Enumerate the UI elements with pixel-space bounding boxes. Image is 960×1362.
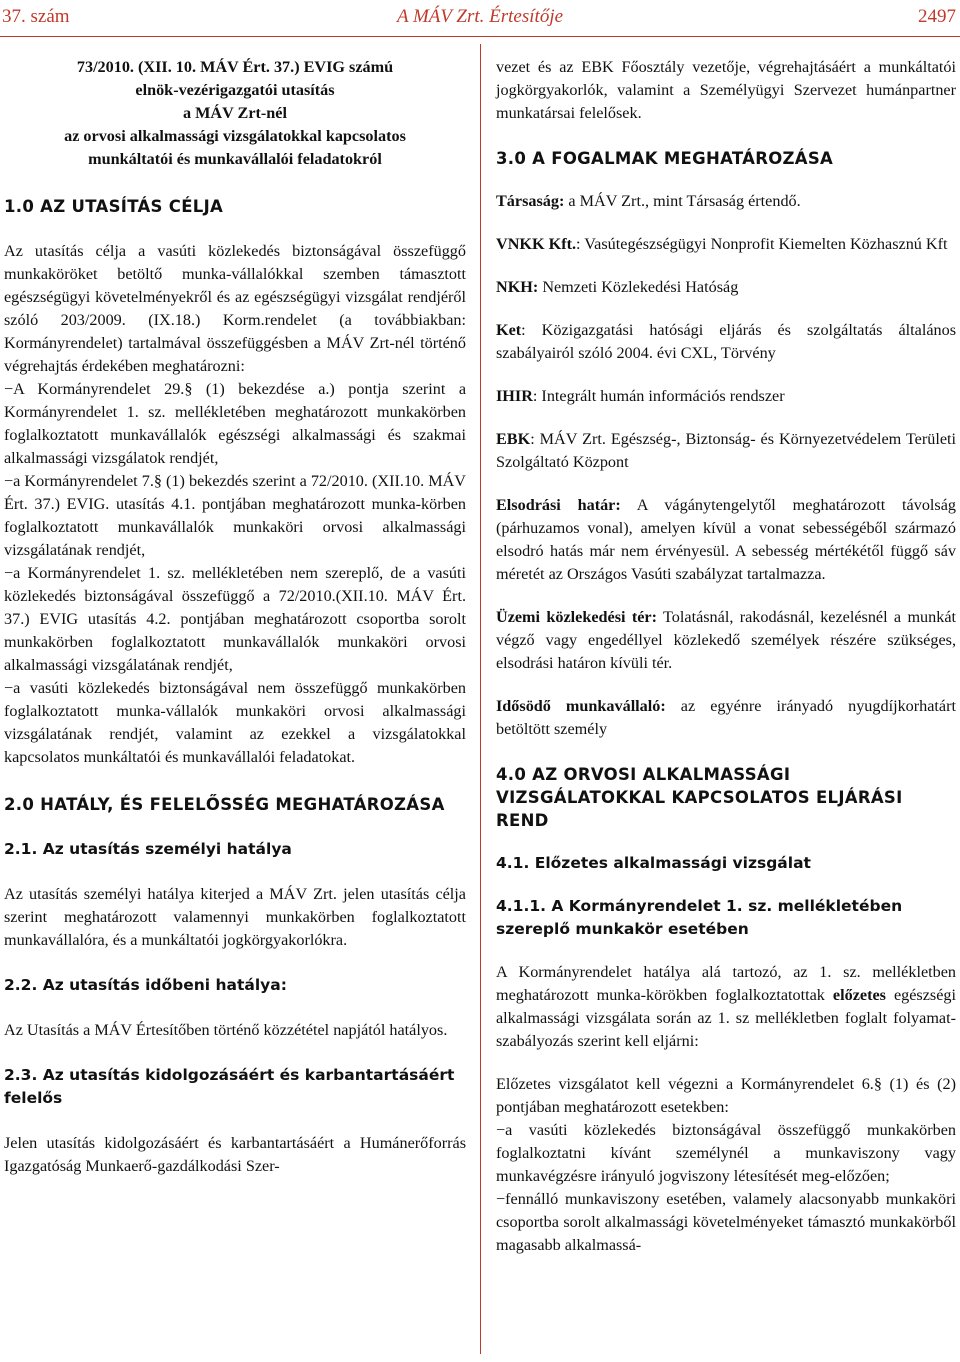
item-text: a vasúti közlekedés biztonságával összefüggő munkakörben foglalkoztatni kívánt személynél a munkaviszony vagy munkavégzésre irányuló jogviszony létesítését meg-előzően; (496, 1121, 956, 1185)
page-number: 2497 (918, 6, 956, 27)
section-2-1-text: Az utasítás személyi hatálya kiterjed a MÁV Zrt. jelen utasítás célja szerint meghatározott valamennyi munkakörben foglalkoztatott munkavállalóra, és a munkáltatói jogkörgyakorlókra. (4, 885, 466, 949)
section-2-2-heading: 2.2. Az utasítás időbeni hatálya: (4, 976, 287, 994)
definition-term: Társaság: (496, 192, 565, 210)
section-1-item-1 (4, 378, 466, 470)
definition (496, 494, 956, 586)
item-text: fennálló munkaviszony esetében, valamely alacsonyabb munkaköri csoportba sorolt alkalmassági követelményeket támasztó munkakörből magasabb alkalmassá- (496, 1190, 956, 1254)
section-4-1-heading: 4.1. Előzetes alkalmassági vizsgálat (496, 854, 811, 872)
section-1-heading: 1.0 AZ UTASÍTÁS CÉLJA (4, 197, 224, 216)
definition-text: A vágánytengelytől meghatározott távolság (párhuzamos vonal), amelyen kívül a vonat sebességéből származó elsodró hatás már nem érvényesül. A sebesség mértékétől függő sáv méretét az Országos Vasúti szabályzat tartalmazza. (496, 496, 956, 583)
title-line: a MÁV Zrt-nél (182, 104, 287, 122)
item-text: a Kormányrendelet 7.§ (1) bekezdés szerint a 72/2010. (XII.10. MÁV Ért. 37.) EVIG. utasítás 4.1. pontjában meghatározott munka-körben foglalkoztatott munkavállalók munkaköri orvosi alkalmassági vizsgálatának rendjét, (4, 472, 466, 559)
definition-term: VNKK Kft. (496, 235, 577, 253)
para-emphasis: előzetes (832, 986, 886, 1004)
definition-text: Tolatásnál, rakodásnál, kezelésnél a munkát végző vagy engedéllyel közlekedő személyek részére szükséges, elsodrási határon kívüli tér. (496, 608, 957, 672)
definition (496, 385, 956, 408)
continued-text: vezet és az EBK Főosztály vezetője, végrehajtásáért a munkáltatói jogkörgyakorlók, valamint a Személyügyi Szervezet humánpartner munkatársai felelősek. (496, 58, 956, 122)
section-2-heading: 2.0 HATÁLY, ÉS FELELŐSSÉG MEGHATÁROZÁSA (4, 795, 445, 814)
definition-term: Ket (496, 321, 522, 339)
definition-term: NKH: (496, 278, 539, 296)
section-2-1-heading: 2.1. Az utasítás személyi hatálya (4, 840, 292, 858)
definition (496, 319, 956, 365)
section-1-item-3 (4, 562, 466, 677)
section-1-intro: Az utasítás célja a vasúti közlekedés biztonságával összefüggő munkaköröket betöltő munka-vállalókkal szemben támasztott egészségügyi követelményekről és az egészségügyi vizsgálat rendjéről szóló 203/2009. (IX.18.) Korm.rendelet (a továbbiakban: Kormányrendelet) tartalmával összefüggésben a MÁV Zrt-nél történő végrehajtás érdekében meghatározni: (4, 242, 466, 375)
definition-term: IHIR (496, 387, 533, 405)
title-line: az orvosi alkalmassági vizsgálatokkal kapcsolatos (64, 127, 406, 145)
definition-term: Üzemi közlekedési tér: (496, 608, 657, 626)
title-line: 73/2010. (XII. 10. MÁV Ért. 37.) EVIG számú (76, 58, 394, 76)
header-rule (0, 36, 960, 37)
section-1-item-2 (4, 470, 466, 562)
definition (496, 606, 956, 675)
definition (496, 190, 956, 213)
definition-text: : MÁV Zrt. Egészség-, Biztonság- és Környezetvédelem Területi Szolgáltató Központ (496, 430, 956, 471)
definition-text: : Integrált humán információs rendszer (532, 387, 785, 405)
section-4-1-1-para-1 (496, 961, 956, 1053)
definition (496, 428, 956, 474)
definition-text: Nemzeti Közlekedési Hatóság (538, 278, 739, 296)
section-2-3-text: Jelen utasítás kidolgozásáért és karbantartásáért a Humánerőforrás Igazgatóság Munkaerő-gazdálkodási Szer- (4, 1134, 466, 1175)
title-line: elnök-vezérigazgatói utasítás (135, 81, 335, 99)
document-title (4, 56, 466, 171)
right-column (496, 52, 956, 1257)
section-4-1-1-item-1 (496, 1119, 956, 1188)
item-text: a vasúti közlekedés biztonságával nem összefüggő munkakörben foglalkoztatott munka-vállalók munkaköri orvosi alkalmassági vizsgálatának rendjét, valamint az ezekkel a vizsgálatokkal kapcsolatos munkáltatói és munkavállalói feladatokat. (4, 679, 466, 766)
definition-term: Idősödő munkavállaló: (496, 697, 666, 715)
publication-title: A MÁV Zrt. Értesítője (396, 6, 564, 27)
section-1-item-4 (4, 677, 466, 769)
definition (496, 276, 956, 299)
para-text: egészségi alkalmassági vizsgálata során az 1. sz mellékletben foglalt folyamat-szabályozás szerint kell eljárni: (496, 986, 956, 1050)
issue-number: 37. szám (2, 6, 70, 27)
section-4-heading: 4.0 AZ ORVOSI ALKALMASSÁGI VIZSGÁLATOKKAL KAPCSOLATOS ELJÁRÁSI REND (496, 765, 903, 830)
definition-term: EBK (496, 430, 531, 448)
item-text: a Kormányrendelet 1. sz. mellékletében nem szereplő, de a vasúti közlekedés biztonságával összefüggő a 72/2010.(XII.10. MÁV Ért. 37.) EVIG utasítás 4.2. pontjában meghatározott csoportba sorolt munkakörben foglalkoztatott munkavállalók munkaköri orvosi alkalmassági vizsgálatának rendjét, (4, 564, 466, 674)
section-2-2-text: Az Utasítás a MÁV Értesítőben történő közzététel napjától hatályos. (4, 1021, 448, 1039)
definition (496, 233, 956, 256)
definition-text: az egyénre irányadó nyugdíjkorhatárt betöltött személy (496, 697, 956, 738)
definition-text: : Közigazgatási hatósági eljárás és szolgáltatás általános szabályairól szóló 2004. évi CXL, Törvény (496, 321, 956, 362)
definition (496, 695, 956, 741)
para-text: A Kormányrendelet hatálya alá tartozó, az 1. sz. mellékletben meghatározott munka-körökben foglalkoztatottak (496, 963, 956, 1004)
definition-text: : Vasútegészségügyi Nonprofit Kiemelten Közhasznú Kft (576, 235, 948, 253)
page-header (0, 0, 960, 36)
left-column (4, 52, 466, 1178)
definition-text: a MÁV Zrt., mint Társaság értendő. (564, 192, 801, 210)
title-line: munkáltatói és munkavállalói feladatokról (88, 150, 382, 168)
section-4-1-1-para-2: Előzetes vizsgálatot kell végezni a Kormányrendelet 6.§ (1) és (2) pontjában meghatározott esetekben: (496, 1075, 956, 1116)
definition-term: Elsodrási határ: (496, 496, 621, 514)
item-text: A Kormányrendelet 29.§ (1) bekezdése a.) pontja szerint a Kormányrendelet 1. sz. mellékletében meghatározott munkakörben foglalkoztatott munkavállalók egészségi alkalmassági és szakmai alkalmassági vizsgálatok rendjét, (4, 380, 466, 467)
section-4-1-1-heading: 4.1.1. A Kormányrendelet 1. sz. mellékletében szereplő munkakör esetében (496, 897, 903, 938)
column-divider (480, 44, 481, 1354)
section-4-1-1-item-2 (496, 1188, 956, 1257)
section-2-3-heading: 2.3. Az utasítás kidolgozásáért és karbantartásáért felelős (4, 1066, 455, 1107)
section-3-heading: 3.0 A FOGALMAK MEGHATÁROZÁSA (496, 149, 834, 168)
